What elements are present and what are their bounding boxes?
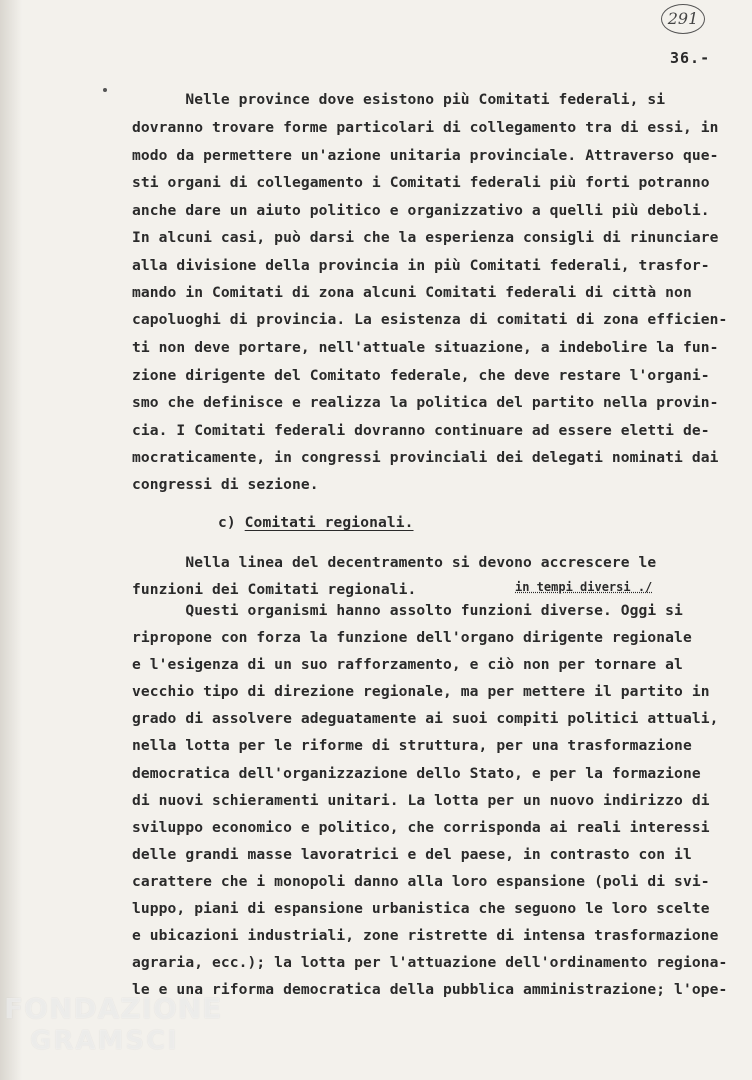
text-line: congressi di sezione.: [132, 476, 319, 493]
text-line: capoluoghi di provincia. La esistenza di comitati di zona efficien-: [132, 311, 728, 328]
text-line: carattere che i monopoli danno alla loro espansione (poli di svi-: [132, 873, 710, 890]
text-line: vecchio tipo di direzione regionale, ma per mettere il partito in: [132, 683, 710, 700]
heading-title: Comitati regionali.: [244, 514, 414, 531]
text-line: mando in Comitati di zona alcuni Comitati federali di città non: [132, 284, 692, 301]
text-line: di nuovi schieramenti unitari. La lotta per un nuovo indirizzo di: [132, 792, 710, 809]
archive-stamp-number: 291: [661, 4, 705, 34]
text-line: Nelle province dove esistono più Comitati federali, si: [132, 91, 666, 108]
text-line: grado di assolvere adeguatamente ai suoi compiti politici attuali,: [132, 710, 719, 727]
text-line: Nella linea del decentramento si devono accrescere le: [132, 554, 657, 571]
section-heading: [218, 512, 752, 534]
text-line: democratica dell'organizzazione dello Stato, e per la formazione: [132, 765, 701, 782]
text-line: sviluppo economico e politico, che corrisponda ai reali interessi: [132, 819, 710, 836]
watermark-logo-secondary: GRAMSCI: [30, 1026, 179, 1056]
page-number: 36.-: [670, 49, 711, 67]
text-line: dovranno trovare forme particolari di collegamento tra di essi, in: [132, 119, 719, 136]
text-line: cia. I Comitati federali dovranno continuare ad essere eletti de-: [132, 422, 710, 439]
text-line: Questi organismi hanno assolto funzioni diverse. Oggi si: [132, 602, 683, 619]
text-line: nella lotta per le riforme di struttura, per una trasformazione: [132, 737, 692, 754]
handwritten-insert: in tempi diversi ./: [515, 580, 653, 594]
text-line: agraria, ecc.); la lotta per l'attuazione dell'ordinamento regiona-: [132, 954, 728, 971]
text-line: luppo, piani di espansione urbanistica che seguono le loro scelte: [132, 900, 710, 917]
text-line: modo da permettere un'azione unitaria provinciale. Attraverso que-: [132, 147, 719, 164]
margin-mark: [103, 88, 107, 92]
heading-prefix: c): [218, 514, 245, 531]
text-line: mocraticamente, in congressi provinciali dei delegati nominati dai: [132, 449, 719, 466]
text-line: ti non deve portare, nell'attuale situazione, a indebolire la fun-: [132, 339, 719, 356]
text-line: e l'esigenza di un suo rafforzamento, e ciò non per tornare al: [132, 656, 683, 673]
text-line: ripropone con forza la funzione dell'organo dirigente regionale: [132, 629, 692, 646]
text-line: le e una riforma democratica della pubblica amministrazione; l'ope-: [132, 981, 728, 998]
watermark-logo: FONDAZIONE: [4, 992, 223, 1025]
text-line: zione dirigente del Comitato federale, che deve restare l'organi-: [132, 367, 710, 384]
text-line: In alcuni casi, può darsi che la esperienza consigli di rinunciare: [132, 229, 719, 246]
text-line: delle grandi masse lavoratrici e del paese, in contrasto con il: [132, 846, 692, 863]
text-line: smo che definisce e realizza la politica del partito nella provin-: [132, 394, 719, 411]
text-line: funzioni dei Comitati regionali.: [132, 581, 417, 598]
text-line: alla divisione della provincia in più Comitati federali, trasfor-: [132, 257, 710, 274]
text-line: anche dare un aiuto politico e organizzativo a quelli più deboli.: [132, 202, 710, 219]
text-line: sti organi di collegamento i Comitati federali più forti potranno: [132, 174, 710, 191]
text-line: e ubicazioni industriali, zone ristrette di intensa trasformazione: [132, 927, 719, 944]
scan-edge-shadow: [0, 0, 22, 1080]
